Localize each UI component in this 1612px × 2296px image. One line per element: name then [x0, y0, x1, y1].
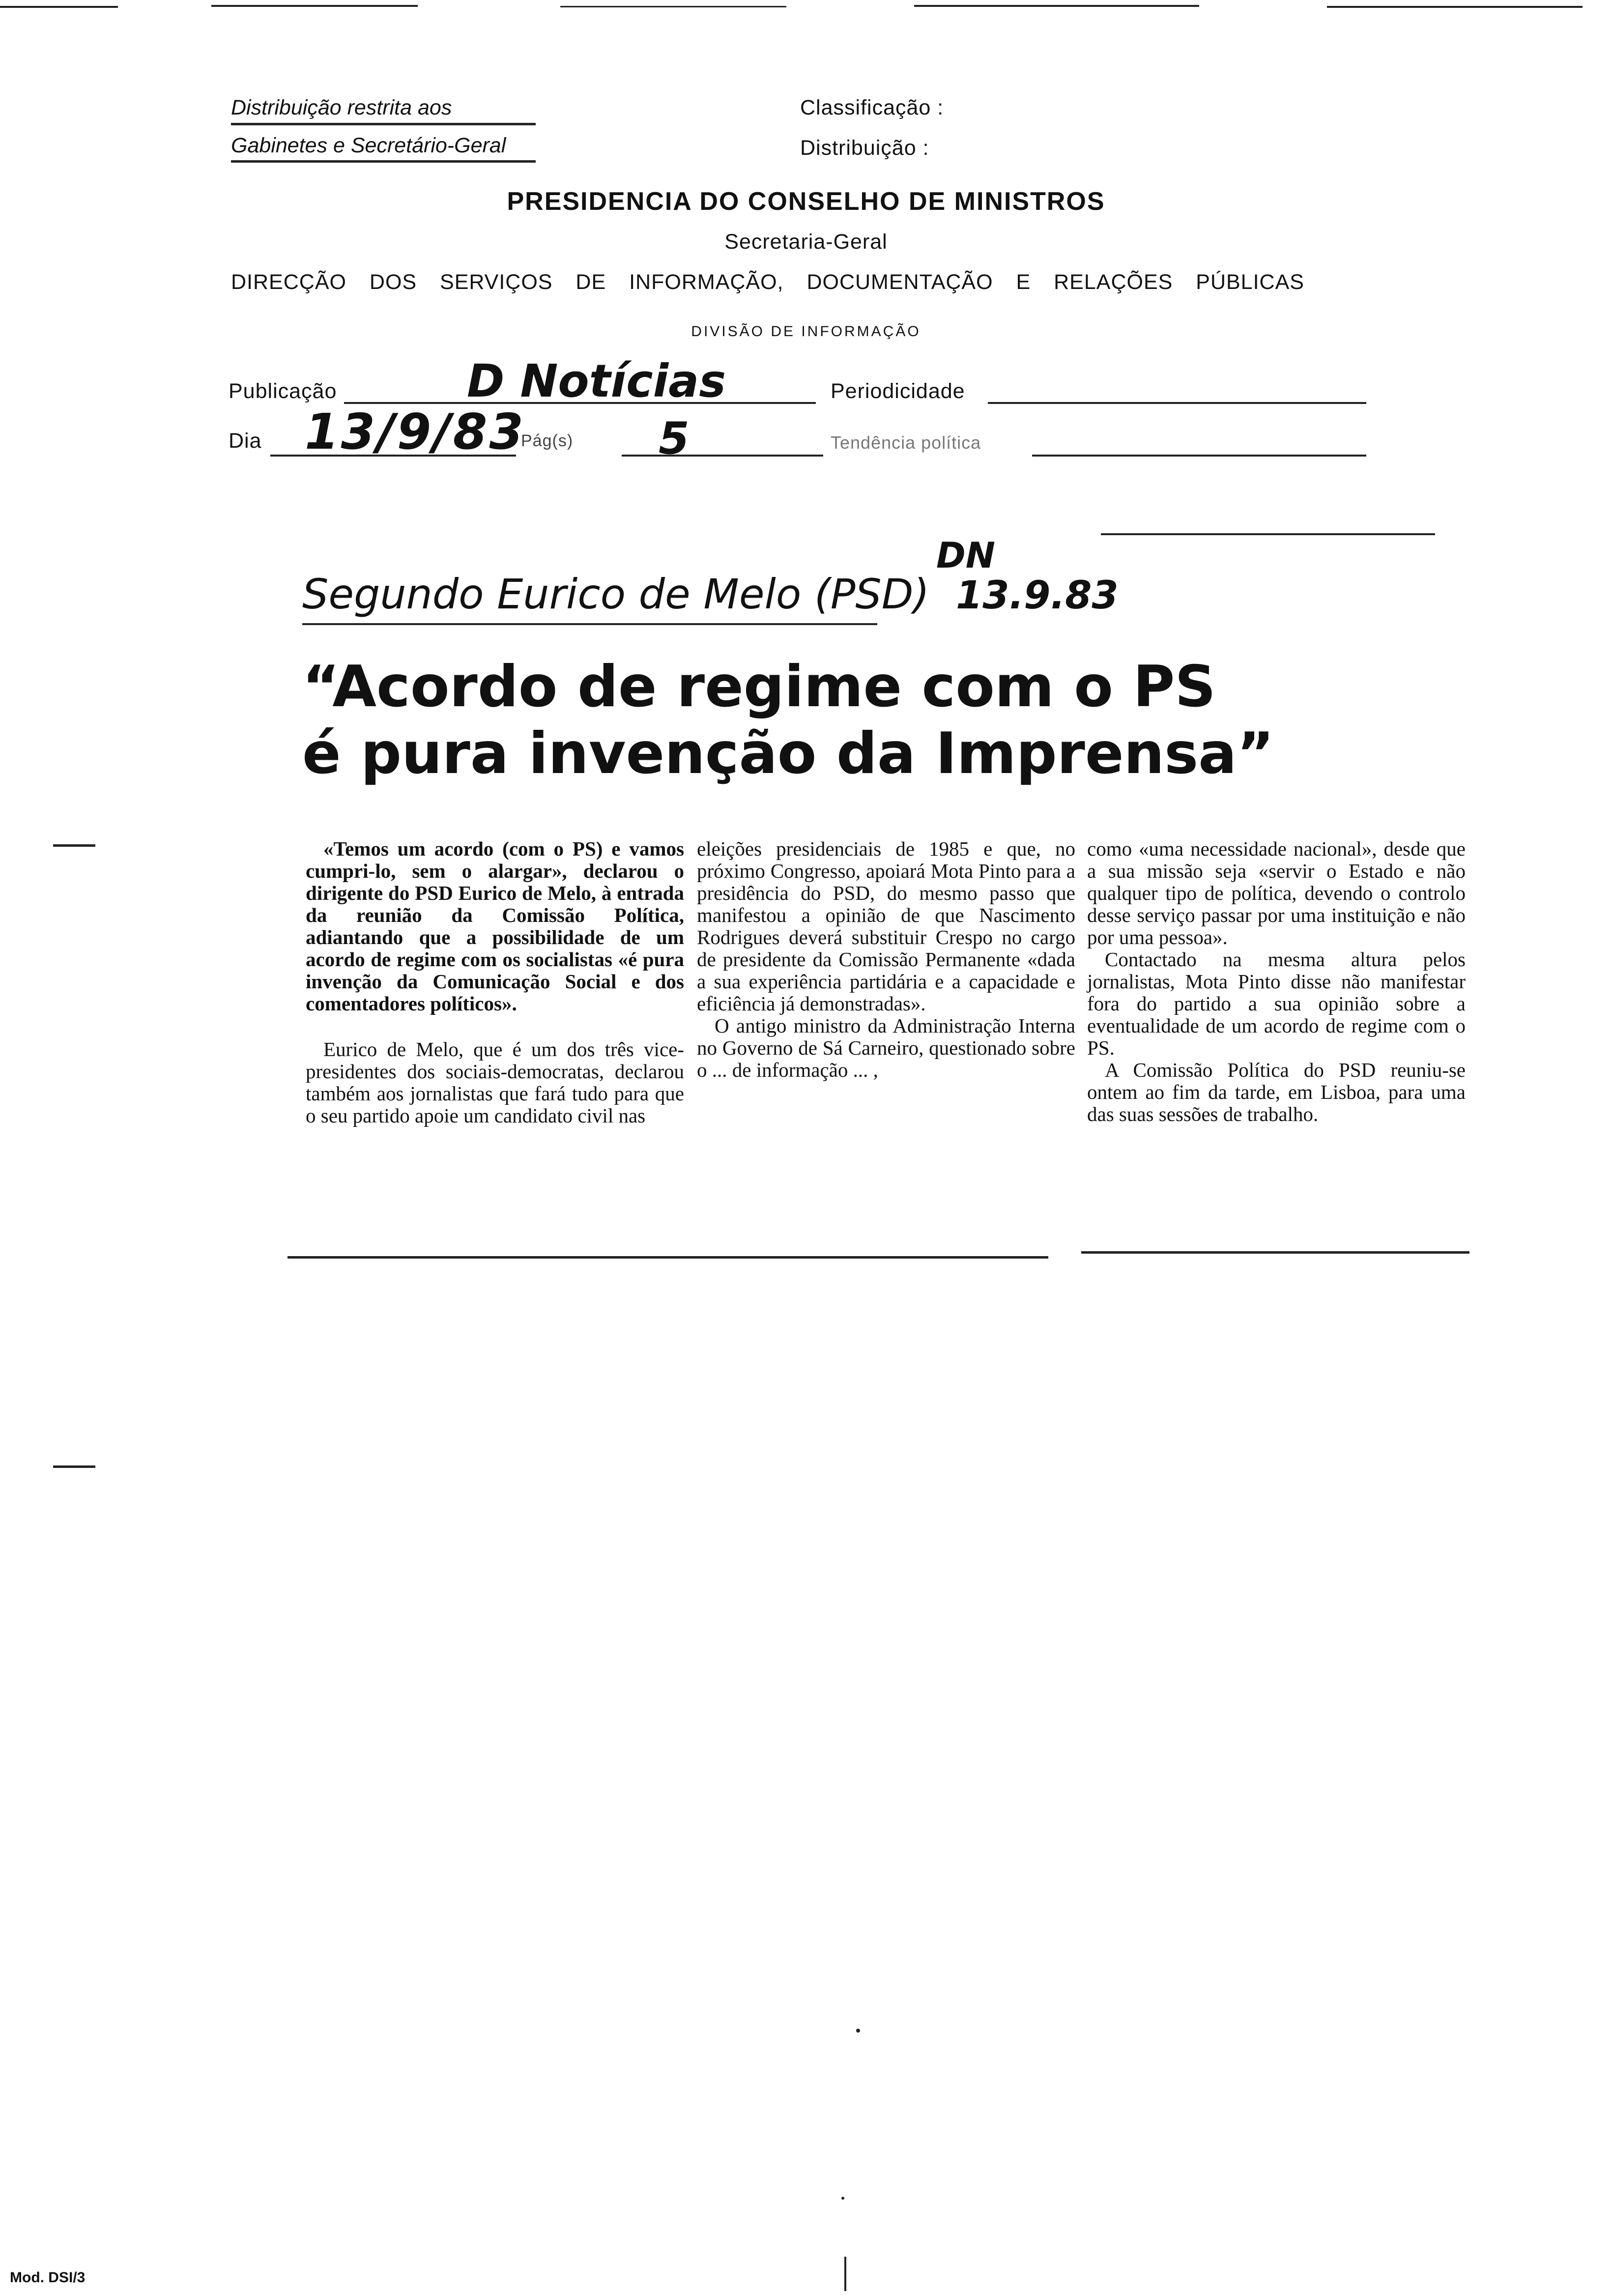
- article-headline: [302, 654, 1482, 787]
- department-title: DIRECÇÃO DOS SERVIÇOS DE INFORMAÇÃO, DOCUMENTAÇÃO E RELAÇÕES PÚBLICAS: [231, 270, 1304, 294]
- article-column-1: [306, 838, 684, 1127]
- kicker-underline: [302, 623, 877, 625]
- distribution-label: Distribuição :: [800, 136, 929, 160]
- secretariat-label: Secretaria-Geral: [724, 230, 888, 254]
- pages-label: Pág(s): [521, 431, 574, 450]
- scan-edge-line: [211, 5, 418, 7]
- scan-edge-line: [560, 6, 786, 7]
- column-2-paragraph-2: O antigo ministro da Administração Interna no Governo de Sá Carneiro, questionado sobre o ... de informação ... ,: [697, 1014, 1075, 1081]
- periodicity-label: Periodicidade: [831, 379, 965, 403]
- division-label: DIVISÃO DE INFORMAÇÃO: [691, 323, 921, 340]
- scan-edge-line: [844, 2257, 846, 2291]
- margin-mark: [53, 1465, 95, 1468]
- article-kicker: Segundo Eurico de Melo (PSD): [302, 570, 930, 618]
- handwritten-source-annotation: [936, 536, 1119, 616]
- clipping-top-rule: [1101, 533, 1435, 535]
- organization-title: PRESIDENCIA DO CONSELHO DE MINISTROS: [507, 187, 1105, 216]
- scan-edge-line: [914, 5, 1199, 7]
- scan-edge-line: [0, 6, 118, 8]
- clipping-bottom-rule: [1081, 1251, 1469, 1254]
- publication-label: Publicação: [229, 379, 337, 403]
- headline-line-2: é pura invenção da Imprensa”: [302, 720, 1274, 787]
- headline-line-1: “Acordo de regime com o PS: [302, 654, 1216, 720]
- column-1-paragraph-1: «Temos um acordo (com o PS) e vamos cumpri-lo, sem o alargar», declarou o dirigente do PSD Eurico de Melo, à entrada da reunião da Comissão Política, adiantando que a possibilidade de um acordo de regime com os socialistas «é pura invenção da Comunicação Social e dos comentadores políticos».: [306, 837, 684, 1015]
- scan-speck: [856, 2029, 860, 2033]
- periodicity-field-line: [988, 402, 1366, 404]
- article-column-3: [1087, 838, 1466, 1125]
- annotation-line-1: DN: [936, 535, 996, 576]
- distribution-underline: [231, 123, 536, 125]
- pages-handwritten-value: 5: [659, 413, 690, 464]
- annotation-line-2: 13.9.83: [956, 574, 1119, 618]
- day-label: Dia: [229, 429, 262, 453]
- tendency-field-line: [1032, 455, 1366, 457]
- tendency-label: Tendência política: [831, 432, 981, 453]
- scan-speck: [841, 2197, 844, 2200]
- column-3-paragraph-2: Contactado na mesma altura pelos jornalistas, Mota Pinto disse não manifestar fora do partido a sua opinião sobre a eventualidade de um acordo de regime com o PS.: [1087, 948, 1466, 1059]
- column-3-paragraph-3: A Comissão Política do PSD reuniu-se ontem ao fim da tarde, em Lisboa, para uma das suas sessões de trabalho.: [1087, 1059, 1466, 1125]
- day-handwritten-value: 13/9/83: [305, 403, 525, 460]
- distribution-line-1: Distribuição restrita aos: [231, 96, 452, 119]
- column-2-paragraph-1: eleições presidenciais de 1985 e que, no próximo Congresso, apoiará Mota Pinto para a presidência do PSD, do mesmo passo que manifestou a opinião de que Nascimento Rodrigues deverá substituir Crespo no cargo de presidente da Comissão Permanente «dada a sua experiência partidária e a capacidade e eficiência já demonstradas».: [697, 837, 1075, 1015]
- distribution-line-2: Gabinetes e Secretário-Geral: [231, 134, 506, 157]
- clipping-bottom-rule: [288, 1256, 1048, 1259]
- column-3-paragraph-1: como «uma necessidade nacional», desde que a sua missão seja «servir o Estado e não qualquer tipo de política, devendo o controlo desse serviço passar por uma instituição e não por uma pessoa».: [1087, 837, 1466, 948]
- pages-field-line: [622, 455, 823, 457]
- column-1-paragraph-2: Eurico de Melo, que é um dos três vice-presidentes dos sociais-democratas, declarou também aos jornalistas que fará tudo para que o seu partido apoie um candidato civil nas: [306, 1038, 684, 1127]
- publication-handwritten-value: D Notícias: [467, 355, 726, 407]
- distribution-underline: [231, 160, 536, 163]
- classification-label: Classificação :: [800, 96, 944, 119]
- margin-mark: [53, 844, 95, 847]
- article-column-2: [697, 838, 1075, 1081]
- scan-edge-line: [1327, 6, 1583, 8]
- form-code: Mod. DSI/3: [10, 2269, 86, 2286]
